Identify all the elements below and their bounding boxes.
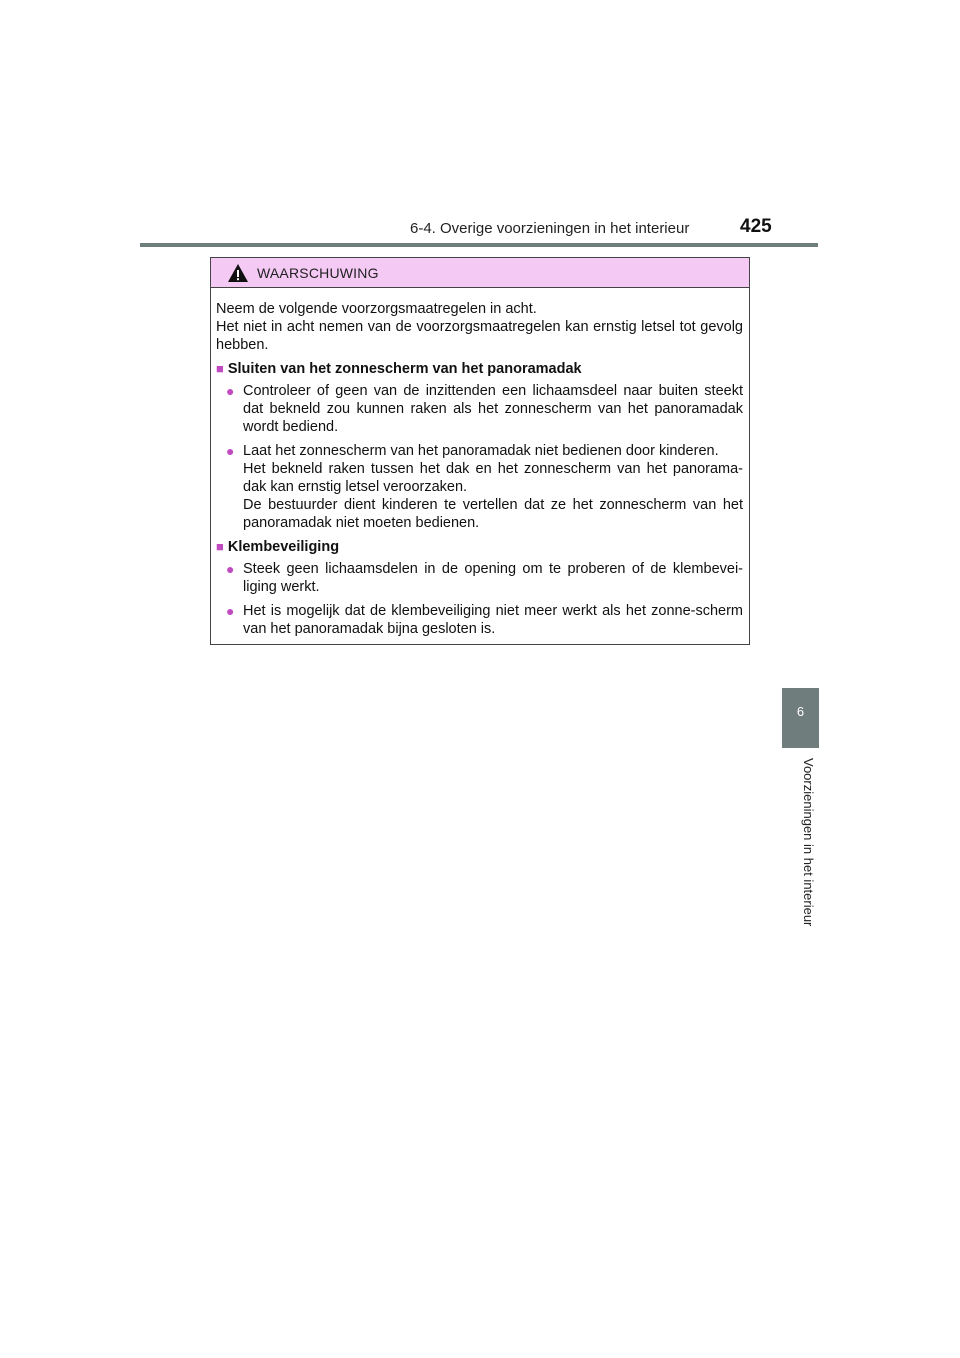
square-bullet-icon: ■ xyxy=(216,361,224,376)
list-item xyxy=(226,602,743,638)
intro-line: Het niet in acht nemen van de voorzorgsmaatregelen kan ernstig letsel tot gevolg hebben. xyxy=(216,319,743,353)
warning-header xyxy=(211,258,749,288)
section-title: 6-4. Overige voorzieningen in het interieur xyxy=(410,220,690,237)
warning-box xyxy=(210,257,750,645)
item-text: De bestuurder dient kinderen te vertellen dat ze het zonnescherm van het panoramadak niet moeten bedienen. xyxy=(243,497,743,531)
section-heading xyxy=(216,360,743,378)
list-item xyxy=(226,560,743,596)
square-bullet-icon: ■ xyxy=(216,539,224,554)
circle-bullet-icon: ● xyxy=(226,383,235,399)
item-text: Het is mogelijk dat de klembeveiliging niet meer werkt als het zonne-scherm van het panoramadak bijna gesloten is. xyxy=(243,603,743,637)
section-heading-text: Sluiten van het zonnescherm van het panoramadak xyxy=(227,361,582,377)
list-item xyxy=(226,382,743,436)
item-text: Controleer of geen van de inzittenden een lichaamsdeel naar buiten steekt dat bekneld zou kunnen raken als het zonnescherm van het panoramadak wordt bediend. xyxy=(243,383,743,435)
circle-bullet-icon: ● xyxy=(226,603,235,619)
warning-body xyxy=(211,288,749,638)
section-heading xyxy=(216,538,743,556)
item-text: Steek geen lichaamsdelen in de opening om te proberen of de klembevei-liging werkt. xyxy=(243,561,743,595)
section-heading-text: Klembeveiliging xyxy=(227,539,340,555)
intro-line: Neem de volgende voorzorgsmaatregelen in acht. xyxy=(216,301,537,317)
list-item xyxy=(226,442,743,532)
chapter-tab: 6 xyxy=(782,688,819,748)
page-number: 425 xyxy=(740,216,772,237)
circle-bullet-icon: ● xyxy=(226,561,235,577)
item-text: Laat het zonnescherm van het panoramadak niet bedienen door kinderen. xyxy=(243,443,719,459)
warning-intro xyxy=(216,300,743,354)
warning-title: WAARSCHUWING xyxy=(257,264,379,281)
chapter-label: Voorzieningen in het interieur xyxy=(801,758,816,927)
warning-icon xyxy=(227,263,249,283)
header-rule xyxy=(140,243,818,247)
circle-bullet-icon: ● xyxy=(226,443,235,459)
item-text: Het bekneld raken tussen het dak en het zonnescherm van het panorama-dak kan ernstig letsel veroorzaken. xyxy=(243,461,743,495)
